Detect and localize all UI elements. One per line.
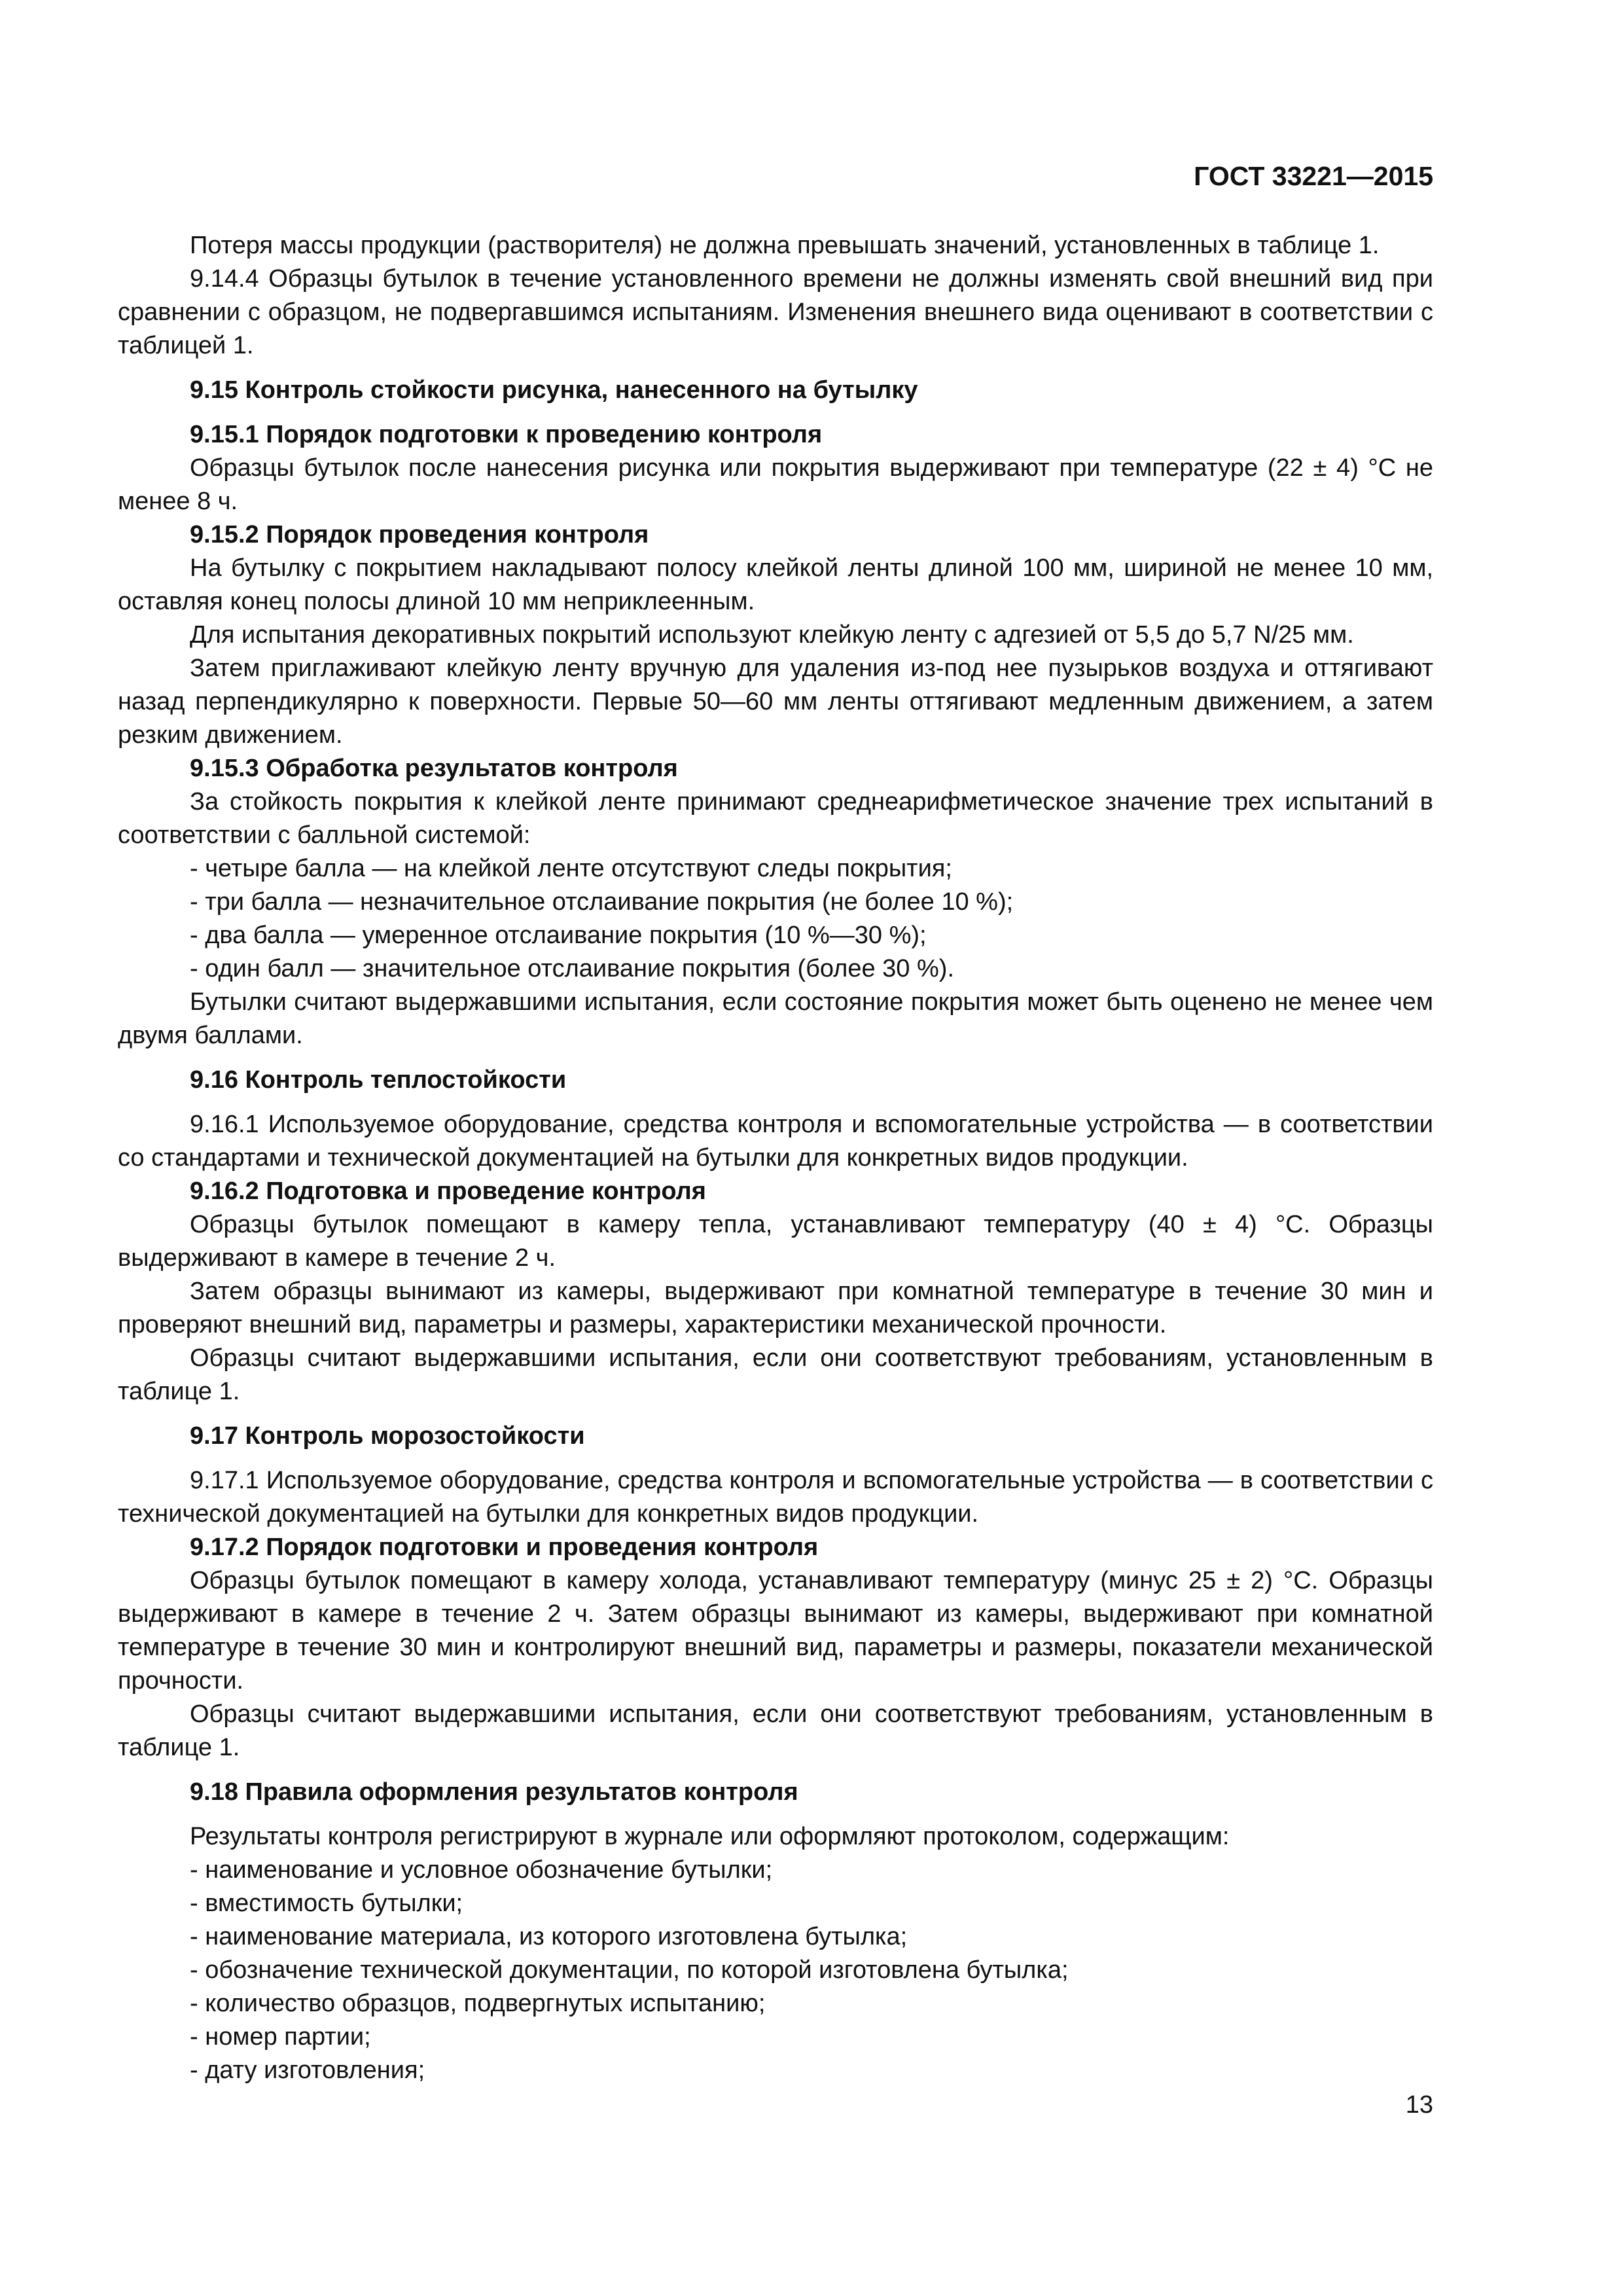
section-heading: 9.16.2 Подготовка и проведение контроля bbox=[190, 1177, 706, 1205]
list-item: - дату изготовления; bbox=[190, 2056, 425, 2084]
paragraph: 9.14.4 Образцы бутылок в течение установленного времени не должны изменять свой внешний вид при сравнении с образцом, не подвергавшимся испытаниям. Изменения внешнего вида оценивают в соответствии с таблицей 1. bbox=[118, 265, 1433, 359]
page-number: 13 bbox=[1405, 2091, 1433, 2119]
paragraph: Потеря массы продукции (растворителя) не должна превышать значений, установленных в таблице 1. bbox=[190, 232, 1380, 259]
section-heading: 9.15.1 Порядок подготовки к проведению контроля bbox=[190, 421, 823, 448]
document-body bbox=[118, 229, 1433, 2087]
paragraph: Образцы бутылок после нанесения рисунка или покрытия выдерживают при температуре (22 ± 4) °С не менее 8 ч. bbox=[118, 454, 1433, 515]
list-item: - наименование и условное обозначение бутылки; bbox=[190, 1856, 773, 1884]
list-item: - два балла — умеренное отслаивание покрытия (10 %—30 %); bbox=[190, 922, 927, 949]
paragraph: Для испытания декоративных покрытий используют клейкую ленту с адгезией от 5,5 до 5,7 N/25 мм. bbox=[190, 621, 1354, 649]
section-heading: 9.16 Контроль теплостойкости bbox=[190, 1066, 567, 1094]
section-heading: 9.15.3 Обработка результатов контроля bbox=[190, 755, 678, 782]
paragraph: Образцы считают выдержавшими испытания, если они соответствуют требованиям, установленным в таблице 1. bbox=[118, 1344, 1433, 1405]
paragraph: Образцы бутылок помещают в камеру тепла, устанавливают температуру (40 ± 4) °С. Образцы выдерживают в камере в течение 2 ч. bbox=[118, 1211, 1433, 1272]
paragraph: Бутылки считают выдержавшими испытания, если состояние покрытия может быть оценено не менее чем двумя баллами. bbox=[118, 988, 1433, 1049]
paragraph: 9.17.1 Используемое оборудование, средства контроля и вспомогательные устройства — в соответствии с технической документацией на бутылки для конкретных видов продукции. bbox=[118, 1467, 1433, 1528]
paragraph: На бутылку с покрытием накладывают полосу клейкой ленты длиной 100 мм, шириной не менее 10 мм, оставляя конец полосы длиной 10 мм неприклеенным. bbox=[118, 554, 1433, 615]
list-item: - три балла — незначительное отслаивание покрытия (не более 10 %); bbox=[190, 888, 1014, 916]
paragraph: 9.16.1 Используемое оборудование, средства контроля и вспомогательные устройства — в соответствии со стандартами и технической документацией на бутылки для конкретных видов продукции. bbox=[118, 1111, 1433, 1172]
section-heading: 9.15 Контроль стойкости рисунка, нанесенного на бутылку bbox=[190, 376, 918, 404]
paragraph: Образцы считают выдержавшими испытания, если они соответствуют требованиям, установленным в таблице 1. bbox=[118, 1700, 1433, 1761]
document-code: ГОСТ 33221—2015 bbox=[1194, 161, 1433, 191]
list-item: - обозначение технической документации, по которой изготовлена бутылка; bbox=[190, 1956, 1069, 1984]
list-item: - четыре балла — на клейкой ленте отсутствуют следы покрытия; bbox=[190, 855, 952, 882]
paragraph: Образцы бутылок помещают в камеру холода, устанавливают температуру (минус 25 ± 2) °С. Образцы выдерживают в камере в течение 2 ч. Затем образцы вынимают из камеры, выдерживают при комнатной температуре в течение 30 мин и контролируют внешний вид, параметры и размеры, показатели механической прочности. bbox=[118, 1567, 1433, 1695]
section-heading: 9.18 Правила оформления результатов контроля bbox=[190, 1778, 798, 1806]
section-heading: 9.15.2 Порядок проведения контроля bbox=[190, 521, 649, 548]
list-item: - номер партии; bbox=[190, 2023, 371, 2051]
paragraph: Затем приглаживают клейкую ленту вручную для удаления из-под нее пузырьков воздуха и оттягивают назад перпендикулярно к поверхности. Первые 50—60 мм ленты оттягивают медленным движением, а затем резким движением. bbox=[118, 655, 1433, 749]
section-heading: 9.17 Контроль морозостойкости bbox=[190, 1422, 585, 1450]
paragraph: Затем образцы вынимают из камеры, выдерживают при комнатной температуре в течение 30 мин и проверяют внешний вид, параметры и размеры, характеристики механической прочности. bbox=[118, 1278, 1433, 1338]
list-item: - количество образцов, подвергнутых испытанию; bbox=[190, 1990, 766, 2017]
paragraph: Результаты контроля регистрируют в журнале или оформляют протоколом, содержащим: bbox=[190, 1823, 1230, 1850]
paragraph: За стойкость покрытия к клейкой ленте принимают среднеарифметическое значение трех испытаний в соответствии с балльной системой: bbox=[118, 788, 1433, 849]
section-heading: 9.17.2 Порядок подготовки и проведения контроля bbox=[190, 1534, 819, 1561]
list-item: - один балл — значительное отслаивание покрытия (более 30 %). bbox=[190, 955, 954, 982]
list-item: - наименование материала, из которого изготовлена бутылка; bbox=[190, 1923, 908, 1950]
list-item: - вместимость бутылки; bbox=[190, 1890, 463, 1917]
